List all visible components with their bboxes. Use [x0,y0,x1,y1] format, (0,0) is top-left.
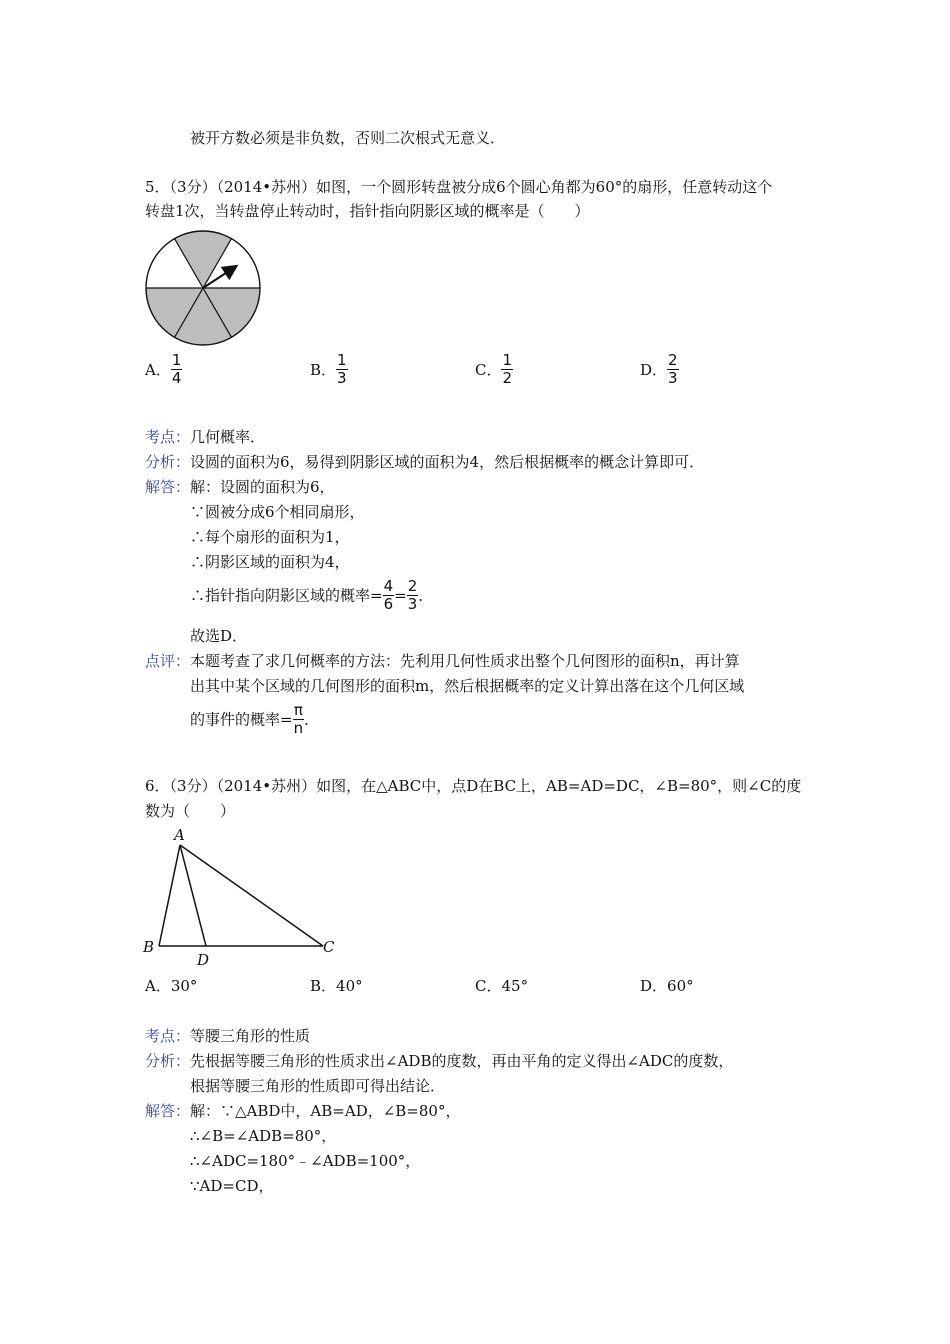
q6-jieda-label: 解答： [145,1102,191,1120]
q5-dianping [145,650,740,672]
q5-jieda-line: 解：设圆的面积为6， [190,478,335,496]
q5-option-c-num: 1 [502,351,513,369]
q6-option-d-key: D． [640,977,668,995]
q5-option-b-den: 3 [337,369,347,387]
q6-option-c-value: 45° [501,977,529,995]
q5-choose: 故选D． [190,627,248,645]
q6-option-c-key: C． [475,977,502,995]
q6-option-c[interactable] [475,975,528,997]
q5-option-b-key: B． [310,360,337,379]
q5-dianping-line2: 出其中某个区域的几何图形的面积m，然后根据概率的定义计算出落在这个几何区域 [190,677,745,695]
q6-stem-line1: 6．（3分）（2014•苏州）如图，在△ABC中，点D在BC上，AB=AD=DC，∠B=80°，则∠C的度 [145,777,802,795]
q5-option-d[interactable] [640,352,679,387]
q5-option-c-den: 2 [502,369,513,387]
q5-result-f2-den: 3 [407,595,418,613]
q6-jieda-line: ∴∠B=∠ADB=80°， [190,1127,337,1145]
q5-option-d-key: D． [640,360,668,379]
q5-option-d-num: 2 [668,351,678,369]
label-a: A [174,826,185,844]
q5-kaodian [145,426,265,448]
q6-jieda-line: 解：∵△ABD中，AB=AD，∠B=80°， [190,1102,461,1120]
q5-option-b[interactable] [310,352,348,387]
q5-option-a-key: A． [145,360,171,379]
triangle-figure [140,825,340,970]
q6-jieda [145,1100,460,1122]
q5-jieda-line: ∴每个扇形的面积为1， [190,528,350,546]
q5-jieda [145,476,335,498]
q5-option-c[interactable] [475,352,513,387]
q5-jieda-line: ∵圆被分成6个相同扇形， [190,503,365,521]
q5-option-a-num: 1 [171,351,182,369]
q6-option-a-key: A． [145,977,171,995]
q5-option-d-den: 3 [668,369,678,387]
q6-fenxi-label: 分析： [145,1052,191,1070]
q6-option-a-value: 30° [170,977,198,995]
q5-dianping-label: 点评： [145,652,191,670]
q6-stem-line2: 数为（ ） [145,802,236,820]
q6-option-b[interactable] [310,975,363,997]
q5-dianping-f-den: n [293,719,304,737]
label-c: C [323,938,335,956]
q6-kaodian [145,1025,310,1047]
q5-result-eq: = [394,586,407,605]
q6-option-d-value: 60° [667,977,694,995]
spinner-figure [140,224,270,349]
q6-option-b-value: 40° [336,977,363,995]
q6-kaodian-label: 考点： [145,1027,191,1045]
label-d: D [197,951,210,969]
q5-result-line [190,578,433,613]
q5-dianping-line1: 本题考查了求几何概率的方法：先利用几何性质求出整个几何图形的面积n，再计算 [190,652,740,670]
shaded-sector-bottom [146,288,260,345]
q5-fenxi [145,451,704,473]
top-note: 被开方数必须是非负数，否则二次根式无意义． [190,129,506,147]
q5-option-a-den: 4 [171,369,182,387]
q5-result-suffix: ． [418,586,434,605]
q5-dianping-line3-suffix: ． [304,710,320,729]
q6-fenxi [145,1050,733,1072]
q5-jieda-line: ∴阴影区域的面积为4， [190,553,350,571]
q5-option-c-key: C． [475,360,502,379]
q6-fenxi-line1: 先根据等腰三角形的性质求出∠ADB的度数，再由平角的定义得出∠ADC的度数， [190,1052,734,1070]
q5-result-prefix: ∴指针指向阴影区域的概率= [190,586,383,605]
q5-jieda-label: 解答： [145,478,191,496]
q6-jieda-line: ∴∠ADC=180°﹣∠ADB=100°， [190,1152,421,1170]
q6-option-b-key: B． [310,977,337,995]
q5-option-a[interactable] [145,352,182,387]
q6-kaodian-text: 等腰三角形的性质 [190,1027,311,1045]
q5-dianping-line3 [190,702,319,737]
label-b: B [143,938,155,956]
q5-option-b-num: 1 [337,351,347,369]
q5-result-f1-num: 4 [383,577,394,595]
q5-kaodian-label: 考点： [145,428,191,446]
q6-fenxi-line2: 根据等腰三角形的性质即可得出结论． [190,1077,446,1095]
segment-ab [159,845,180,946]
q6-jieda-line: ∵AD=CD， [190,1177,274,1195]
q5-dianping-line3-prefix: 的事件的概率= [190,710,293,729]
q6-option-a[interactable] [145,975,197,997]
q6-option-d[interactable] [640,975,694,997]
q5-dianping-f-num: π [293,701,303,719]
q5-fenxi-text: 设圆的面积为6，易得到阴影区域的面积为4，然后根据概率的概念计算即可． [190,453,705,471]
q5-result-f1-den: 6 [383,595,394,613]
shaded-sector-top [175,231,232,288]
q5-result-f2-num: 2 [407,577,418,595]
q5-stem-line1: 5．（3分）（2014•苏州）如图，一个圆形转盘被分成6个圆心角都为60°的扇形，任意转动这个 [145,178,773,196]
q5-stem-line2: 转盘1次，当转盘停止转动时，指针指向阴影区域的概率是（ ） [145,202,590,220]
q5-kaodian-text: 几何概率． [190,428,266,446]
q5-fenxi-label: 分析： [145,453,191,471]
